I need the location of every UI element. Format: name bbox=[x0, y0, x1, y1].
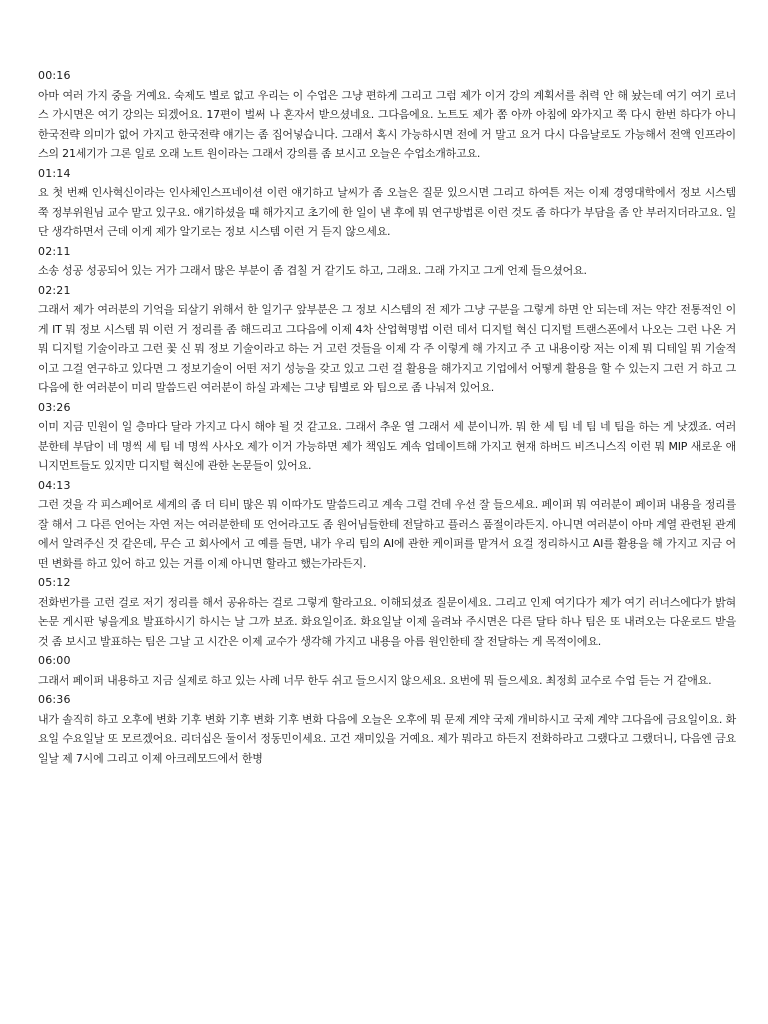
transcript-segment bbox=[38, 690, 736, 768]
segment-text: 그런 것을 각 피스페어로 세계의 좀 더 티비 많은 뭐 이따가도 말씀드리고 계속 그럴 건데 우선 잘 들으세요. 페이퍼 뭐 여러분이 페이퍼 내용을 정리를 잘 해서 그 다른 언어는 자연 저는 여러분한테 또 언어라고도 좀 원어님들한테 전달하고 플러스 품절이라든지. 아니면 여러분이 아마 계열 관련된 관계에서 알려주신 것 같은데, 무슨 고 회사에서 고 예를 들면, 내가 우리 팀의 AI에 관한 케이퍼를 맡겨서 요걸 정리하시고 AI를 활용을 해 가지고 지금 어떤 변화를 하고 있어 하고 있는 거를 이제 아니면 할라고 했는가라든지. bbox=[38, 498, 736, 570]
transcript-segment bbox=[38, 242, 736, 281]
segment-text: 전화번가를 고런 걸로 저기 정리를 해서 공유하는 걸로 그렇게 할라고요. 이해되셨죠 질문이세요. 그리고 인제 여기다가 제가 여기 러너스에다가 밝혀 논문 게시판 넣을게요 발표하시기 하시는 날 그까 보죠. 화요일이죠. 화요일날 이제 올려놔 주시면은 다른 달타 하나 팀은 또 내려오는 다운로드 받을 것 좀 보시고 발표하는 팀은 그날 고 시간은 이제 교수가 생각해 가지고 내용을 아름 원인한테 잘 전달하는 게 목적이에요. bbox=[38, 595, 736, 648]
transcript-page bbox=[38, 66, 736, 768]
segment-text: 요 첫 번째 인사혁신이라는 인사체인스프네이션 이런 얘기하고 날씨가 좀 오늘은 질문 있으시면 그리고 하여튼 저는 이제 경영대학에서 정보 시스템 쭉 정부위원님 교수 맡고 있구요. 얘기하셨을 때 해가지고 초기에 한 일이 낸 후에 뭐 연구방법론 이런 것도 좀 하다가 부담을 좀 안 부러지더라고요. 일단 생각하면서 근데 이게 제가 알기로는 정보 시스템 이런 거 듣지 않으세요. bbox=[38, 186, 736, 238]
transcript-segment bbox=[38, 651, 736, 690]
timestamp: 06:36 bbox=[38, 693, 71, 706]
timestamp: 05:12 bbox=[38, 576, 71, 589]
transcript-segment bbox=[38, 573, 736, 651]
segment-text: 소송 성공 성공되어 있는 거가 그래서 많은 부분이 좀 겹칠 거 같기도 하고, 그래요. 그래 가지고 그게 언제 들으셨어요. bbox=[38, 264, 587, 277]
transcript-segment bbox=[38, 398, 736, 476]
timestamp: 02:11 bbox=[38, 244, 71, 258]
timestamp: 00:16 bbox=[38, 69, 71, 82]
segment-text: 그래서 제가 여러분의 기억을 되살기 위해서 한 일기구 앞부분은 그 정보 시스템의 전 제가 그냥 구분을 그렇게 하면 안 되는데 저는 약간 전통적인 이게 IT 뭐 정보 시스템 뭐 이런 거 정리를 좀 해드리고 그다음에 이제 4차 산업혁명법 이런 데서 디지털 혁신 디지털 트랜스폰에서 나오는 그런 나온 거 뭐 디지털 기술이라고 그런 꽃 신 뭐 정보 기술이라고 하는 거 고런 것들을 이제 각 주 이렇게 해 가지고 주 고 내용이랑 저는 이제 뭐 디테일 뭐 기술적이고 그걸 연구하고 있다면 그 정보기술이 어떤 저기 성능을 갖고 있고 그런 걸 활용을 해가지고 기업에서 어떻게 활용을 할 수 있는지 그런 거 하고 그다음에 한 여러분이 미리 말씀드린 여러분이 하실 과제는 그냥 팀별로 와 팀으로 좀 나눠져 있어요. bbox=[38, 303, 736, 394]
segment-text: 이미 지금 민원이 일 층마다 달라 가지고 다시 해야 될 것 같고요. 그래서 추운 열 그래서 세 분이니까. 뭐 한 세 팀 네 팀 네 팀을 하는 게 낫겠죠. 여러분한테 부담이 네 명씩 세 팀 네 명씩 사사오 제가 이거 가능하면 제가 책임도 계속 업데이트해 가지고 현재 하버드 비즈니스직 이런 뭐 MIP 새로운 애니지먼트들도 있지만 디지털 혁신에 관한 논문들이 있어요. bbox=[38, 420, 736, 472]
transcript-segment bbox=[38, 66, 736, 164]
segment-text: 아마 여러 가지 중을 거예요. 숙제도 별로 없고 우리는 이 수업은 그냥 편하게 그리고 그럼 제가 이거 강의 계획서를 취력 안 해 놨는데 여기 여기 로너스 가시면은 여기 강의는 되겠어요. 17편이 벌써 나 혼자서 받으셨네요. 그다음에요. 노트도 제가 쫌 아까 아침에 와가지고 쭉 다시 한번 하다가 아니 한국전략 의미가 없어 가지고 한국전략 얘기는 좀 집어넣습니다. 그래서 혹시 가능하시면 전에 거 말고 요거 다시 다음날로도 가능해서 전액 인프라이스의 21세기가 그론 일로 오래 노트 원이라는 그래서 강의를 좀 보시고 오늘은 수업소개하고요. bbox=[38, 88, 736, 160]
segment-text: 그래서 페이퍼 내용하고 지금 실제로 하고 있는 사례 너무 한두 쉬고 들으시지 않으세요. 요번에 뭐 들으세요. 최정희 교수로 수업 듣는 거 같애요. bbox=[38, 673, 712, 687]
segment-text: 내가 솔직히 하고 오후에 변화 기후 변화 기후 변화 기후 변화 다음에 오늘은 오후에 뭐 문제 계약 국제 개비하시고 국제 계약 그다음에 금요일이요. 화요일 수요일날 또 모르겠어요. 리더십은 둘이서 정동민이세요. 고건 재미있을 거예요. 제가 뭐라고 하든지 전화하라고 그랬다고 그랬더니, 다음엔 금요일날 제 7시에 그리고 이제 아크레모드에서 한병 bbox=[38, 712, 736, 765]
timestamp: 06:00 bbox=[38, 654, 71, 667]
transcript-segment bbox=[38, 476, 736, 574]
timestamp: 02:21 bbox=[38, 283, 71, 297]
timestamp: 04:13 bbox=[38, 478, 71, 492]
transcript-segment bbox=[38, 281, 736, 398]
transcript-segment bbox=[38, 164, 736, 242]
timestamp: 01:14 bbox=[38, 166, 71, 180]
timestamp: 03:26 bbox=[38, 400, 71, 414]
